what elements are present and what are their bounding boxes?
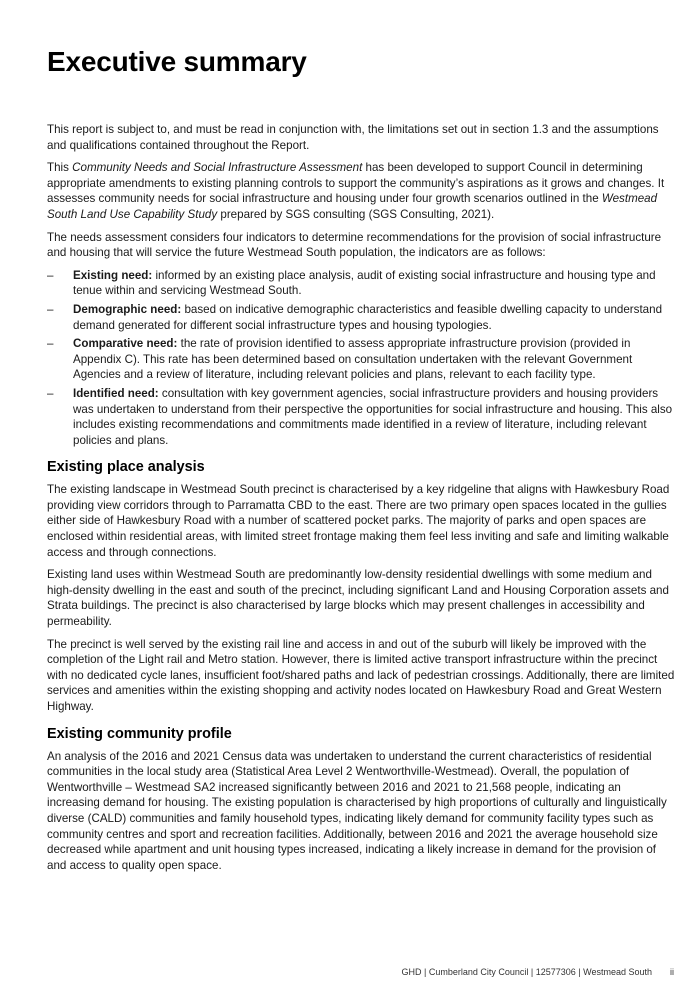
place-paragraph-2: Existing land uses within Westmead South are predominantly low-density residential dwellings with some medium and high-density dwelling in the east and south of the precinct, including significant Land and Housing Corporation assets and Strata buildings. The precinct is also characterised by large blocks which may present challenges in accessibility and permeability. (47, 568, 669, 629)
intro-paragraph-3: The needs assessment considers four indicators to determine recommendations for the provision of social infrastructure and housing that will service the future Westmead South population, the indicators are as follows: (47, 230, 662, 260)
intro-paragraph-1: This report is subject to, and must be read in conjunction with, the limitations set out in section 1.3 and the assumptions and qualifications contained throughout the Report. (47, 123, 659, 152)
list-item: – Existing need: informed by an existing place analysis, audit of existing social infrastructure and housing type and tenue within and servicing Westmead South. (47, 268, 656, 298)
indicator-term: Demographic need: (73, 302, 182, 316)
dash-bullet: – (47, 386, 54, 400)
list-item: – Identified need: consultation with key government agencies, social infrastructure providers and housing providers was undertaken to understand from their perspective the opportunities for social infrastructure and housing. This also includes existing recommendations and commitments made identified in a review of literature, including relevant policies and plans. (47, 386, 673, 447)
profile-paragraph-1: An analysis of the 2016 and 2021 Census data was undertaken to understand the current characteristics of residential communities in the local study area (Statistical Area Level 2 Wentworthville-Westmead). Overall, the population of Wentworthville – Westmead SA2 increased significantly between 2016 and 2021 to 21,568 people, indicating an increasing demand for housing. The existing population is characterised by high proportions of culturally and linguistically diverse (CALD) communities and family household types, indicating likely demand for community facility types such as community centres and sport and recreation facilities. Additionally, between 2016 and 2021 the average household size decreased while apartment and unit housing types increased, indicating a likely increase in demand for the provision of and access to quality open space. (47, 749, 667, 872)
indicator-term: Comparative need: (73, 337, 178, 351)
indicator-term: Existing need: (73, 268, 153, 282)
document-body (47, 122, 675, 880)
section-heading-profile: Existing community profile (47, 725, 232, 742)
dash-bullet: – (47, 337, 54, 351)
dash-bullet: – (47, 302, 54, 316)
section-heading-place: Existing place analysis (47, 459, 205, 476)
page-number: ii (670, 967, 674, 977)
study-title: Westmead South Land Use Capability Study (47, 192, 658, 221)
place-paragraph-3: The precinct is well served by the existing rail line and access in and out of the suburb will likely be improved with the completion of the Light rail and Metro station. However, there is limited active transport infrastructure within the precinct with no dedicated cycle lanes, insufficient foot/shared paths and lack of pedestrian crossings. Additionally, there are limited services and amenities within the existing shopping and activity nodes located on Hawkesbury Road and Great Western Highway. (47, 637, 675, 713)
dash-bullet: – (47, 268, 54, 282)
footer-text: GHD | Cumberland City Council | 12577306 | Westmead South (401, 967, 652, 977)
page-title: Executive summary (47, 46, 307, 77)
indicator-term: Identified need: (73, 386, 159, 400)
intro-paragraph-2: This Community Needs and Social Infrastructure Assessment has been developed to support Council in determining appropriate amendments to existing planning controls to support the community’s aspirations as it grows and changes. It assesses community needs for social infrastructure and housing under four growth scenarios outlined in the Westmead South Land Use Capability Study prepared by SGS consulting (SGS Consulting, 2021). (47, 161, 665, 221)
report-title: Community Needs and Social Infrastructure Assessment (72, 161, 363, 175)
list-item: – Demographic need: based on indicative demographic characteristics and feasible dwelling capacity to understand demand generated for different social infrastructure types and housing typologies. (47, 302, 663, 332)
page-footer (402, 967, 674, 977)
list-item: – Comparative need: the rate of provision identified to assess appropriate infrastructure provision (provided in Appendix C). This rate has been determined based on consultation undertaken with the relevant Government Agencies and a review of literature, including relevant policies and plans, relevant to each facility type. (47, 337, 633, 382)
place-paragraph-1: The existing landscape in Westmead South precinct is characterised by a key ridgeline that aligns with Hawkesbury Road providing view corridors through to Parramatta CBD to the east. There are two primary open spaces located in the gullies either side of Hawkesbury Road with a number of scattered pocket parks. The majority of parks and open spaces are enclosed within residential areas, with limited street frontage making them feel less inviting and safe and limiting walkable access and through connections. (47, 483, 670, 559)
indicators-list (47, 268, 675, 449)
